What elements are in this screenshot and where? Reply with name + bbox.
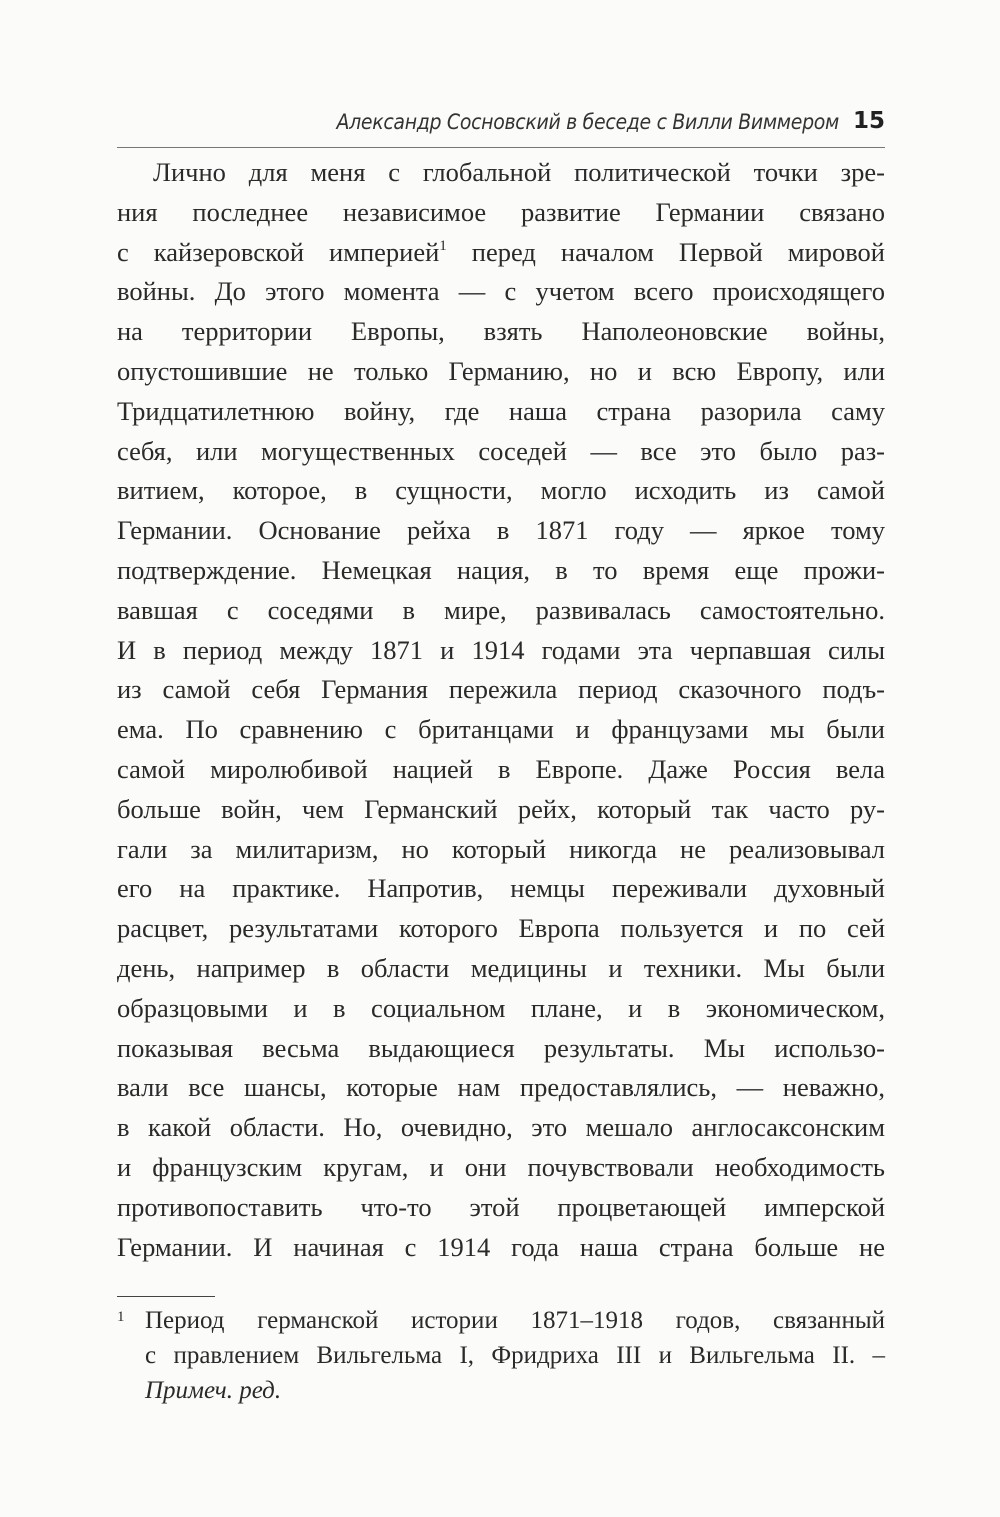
text-line: в какой области. Но, очевидно, это мешало англосаксонским [117,1112,885,1143]
page-number: 15 [852,108,885,134]
footnote-line: с правлением Вильгельма I, Фридриха III и Вильгельма II. – [145,1342,885,1369]
body-text [117,153,885,1267]
text-line: вавшая с соседями в мире, развивалась самостоятельно. [117,594,885,625]
text-line: опустошившие не только Германию, но и всю Европу, или [117,355,885,386]
running-title: Александр Сосновский в беседе с Вилли Виммером [336,110,839,134]
text-line: показывая весьма выдающиеся результаты. Мы использо- [117,1032,885,1063]
footnote-rule [117,1296,215,1297]
text-line: гали за милитаризм, но который никогда не реализовывал [117,833,885,864]
header-rule [117,147,885,148]
text-line: больше войн, чем Германский рейх, который так часто ру- [117,793,885,824]
text-line: И в период между 1871 и 1914 годами эта черпавшая силы [117,634,885,665]
text-line: противопоставить что-то этой процветающей имперской [117,1191,885,1222]
running-header [117,108,885,144]
text-line: Германии. Основание рейха в 1871 году — яркое тому [117,515,885,546]
text-line: и французским кругам, и они почувствовали необходимость [117,1151,885,1182]
text-line: его на практике. Напротив, немцы переживали духовный [117,873,885,904]
text-line: витием, которое, в сущности, могло исходить из самой [117,475,885,506]
text-line: себя, или могущественных соседей — все это было раз- [117,435,885,466]
footnote-reference[interactable]: 1 [439,237,447,254]
text-line: войны. До этого момента — с учетом всего происходящего [117,276,885,307]
text-line: день, например в области медицины и техники. Мы были [117,952,885,983]
text-line: подтверждение. Немецкая нация, в то время еще прожи- [117,554,885,585]
text-line: на территории Европы, взять Наполеоновские войны, [117,316,885,347]
footnote-editor-note: Примеч. ред. [145,1377,282,1404]
text-segment: с кайзеровской империей [117,236,440,267]
text-line: расцвет, результатами которого Европа пользуется и по сей [117,913,885,944]
footnote-marker: 1 [117,1309,125,1325]
text-line: Лично для меня с глобальной политической точки зре- [153,157,885,187]
footnote-line: Период германской истории 1871–1918 годов, связанный [145,1307,885,1334]
text-line: из самой себя Германия пережила период сказочного подъ- [117,674,885,705]
text-line: вали все шансы, которые нам предоставлялись, — неважно, [117,1072,885,1103]
text-line: самой миролюбивой нацией в Европе. Даже Россия вела [117,753,885,784]
text-line: ема. По сравнению с британцами и французами мы были [117,714,885,745]
text-line: ния последнее независимое развитие Германии связано [117,196,885,227]
text-line: Тридцатилетнюю войну, где наша страна разорила саму [117,395,885,426]
text-line [117,233,885,273]
footnote [117,1303,885,1408]
text-segment: перед началом Первой мировой [446,236,885,267]
text-line: образцовыми и в социальном плане, и в экономическом, [117,992,885,1023]
text-line: Германии. И начиная с 1914 года наша страна больше не [117,1231,885,1262]
